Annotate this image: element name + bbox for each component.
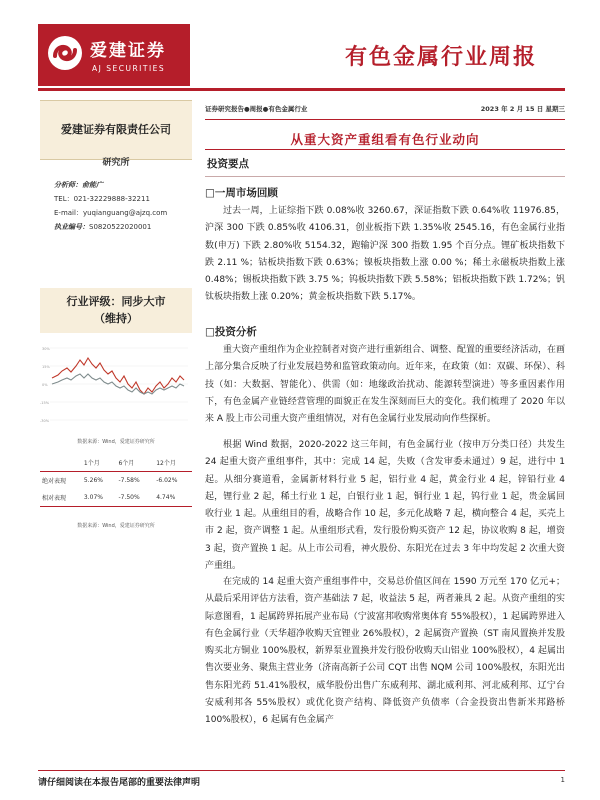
table-row [40, 472, 192, 490]
report-category: 证券研究报告●周报●有色金属行业 [205, 105, 308, 113]
table-header-cell: 1个月 [82, 456, 117, 472]
rating-line1: 行业评级：同步大市 [66, 295, 166, 308]
row-label: 相对表现 [40, 489, 82, 507]
research-dept: 研究所 [102, 158, 130, 168]
cert-number: S0820522020001 [89, 223, 152, 231]
industry-index-chart [40, 338, 192, 433]
investment-analysis-heading: □投资分析 [205, 326, 257, 338]
analyst-email[interactable]: E-mail：yuqianguang@ajzq.com [54, 209, 168, 217]
title-divider [205, 149, 565, 150]
table-cell: -7.50% [116, 489, 154, 507]
logo-chinese-name: 爱建证券 [90, 41, 166, 61]
table-header-row [40, 456, 192, 472]
analyst-tel: TEL：021-32229888-32211 [54, 195, 150, 203]
analyst-info [54, 180, 167, 233]
market-review-heading: □一周市场回顾 [205, 187, 278, 199]
key-points-heading: 投资要点 [207, 158, 249, 170]
table-header-cell: 12个月 [154, 456, 192, 472]
industry-rating [40, 288, 192, 333]
report-date: 2023 年 2 月 15 日 星期三 [480, 105, 565, 113]
report-header [38, 24, 565, 86]
key-points-divider [205, 176, 565, 177]
logo-emblem-icon [48, 36, 82, 70]
chart-source: 数据来源：Wind，爱建证券研究所 [77, 439, 155, 445]
table-header-cell: 6个月 [116, 456, 154, 472]
report-type-title: 有色金属行业周报 [344, 45, 537, 70]
svg-text:-30%: -30% [40, 419, 50, 423]
table-cell: 4.74% [154, 489, 192, 507]
analyst-label: 分析师： [54, 181, 82, 189]
table-header-cell [40, 456, 82, 472]
table-source: 数据来源：Wind，爱建证券研究所 [77, 523, 155, 529]
header-divider [38, 88, 565, 91]
row-label: 绝对表现 [42, 478, 67, 485]
legal-notice: 请仔细阅读在本报告尾部的重要法律声明 [38, 778, 201, 788]
page-number: 1 [560, 776, 565, 784]
footer-divider [38, 770, 565, 771]
market-review-text: 过去一周，上证综指下跌 0.08%收 3260.67，深证指数下跌 0.64%收 11976.85，沪深 300 下跌 0.85%收 4106.31，创业板指下跌 1.35%收 2545.16，有色金属行业指数(申万) 下跌 2.80%收 5154.32，跑输沪深 300 指数 1.95 个百分点。锂矿板块指数下跌 2.11 %；钴板块指数下跌 0.63%；镍板块指数上涨 0.00 %；稀土永磁板块指数上涨 0.48%；锡板块指数下跌 3.75 %；钨板块指数下跌 5.58%；铝板块指数下跌 1.72%；钒钛板块指数上涨 0.20%；黄金板块指数下跌 5.17%。 [205, 206, 565, 303]
analysis-paragraph-2: 根据 Wind 数据，2020-2022 这三年间，有色金属行业（按申万分类口径）共发生 24 起重大资产重组事件，其中：完成 14 起，失败（含发审委未通过）9 起，进行中 1 起。从细分赛道看，金属新材料行业 5 起，铝行业 4 起，黄金行业 4 起，锌铅行业 4 起，锂行业 2 起，稀土行业 1 起，白银行业 1 起，铜行业 1 起，钨行业 1 起，贵金属回收行业 1 起。从重组目的看，战略合作 10 起，多元化战略 7 起，横向整合 4 起，买壳上市 2 起，资产调整 1 起。从重组形式看，发行股份购买资产 12 起，协议收购 8 起，增资 3 起，资产置换 1 起。从上市公司看，神火股份、东阳光在过去 3 年中均发起 2 次重大资产重组。 [205, 440, 565, 572]
performance-table [40, 456, 192, 507]
logo-english-name: AJ SECURITIES [92, 64, 166, 73]
svg-text:-15%: -15% [40, 401, 50, 405]
table-cell: 3.07% [82, 489, 117, 507]
cert-label: 执业编号： [54, 223, 89, 231]
meta-divider [205, 119, 565, 120]
analyst-name: 俞能广 [82, 181, 103, 189]
analysis-paragraph-1: 重大资产重组作为企业控制者对资产进行重新组合、调整、配置的重要经济活动，在画上部分集合反映了行业发展趋势和监管政策动向。近年来，在政策（如：双碳、环保）、科技（如：大数据、智能化）、供需（如：地缘政治扰动、能源转型演进）等多重因素作用下，有色金属产业链经营管理的面貌正在发生深刻而巨大的变化。我们梳理了 2020 年以来 A 股上市公司重大资产重组情况，对有色金属行业发展动向作些探析。 [205, 345, 566, 425]
table-cell: 5.26% [83, 477, 103, 484]
svg-text:0%: 0% [42, 383, 48, 387]
rating-line2: （维持） [94, 312, 138, 325]
analysis-paragraph-3: 在完成的 14 起重大资产重组事件中，交易总价值区间在 1590 万元至 170 亿元+；从最后采用评估方法看，资产基础法 7 起，收益法 5 起，两者兼具 2 起。从资产重组的实际意图看，1 起属跨界拓展产业布局（宁波富邦收购常奥体育 55%股权），1 起属跨界进入有色金属行业（天华超净收购天宜锂业 26%股权），2 起属资产置换（ST 南风置换并发股购买北方铜业 100%股权，新界泵业置换并发行股份收购天山铝业 100%股权），4 起属出售次要业务、聚焦主营业务（济南高新子公司 CQT 出售 NQM 公司 100%股权，东阳光出售东阳光药 51.41%股权，威华股份出售广东威利邦、湖北威利邦、河北威利邦、辽宁台安威利邦各 55%股权）或优化资产结构、降低资产负债率（合金投资出售新米邦路桥 100%股权），6 起属有色金属产 [205, 577, 565, 726]
svg-text:30%: 30% [42, 347, 50, 351]
company-name: 爱建证券有限责任公司 [40, 100, 192, 160]
industry-index-line [52, 358, 184, 394]
table-cell: -6.02% [156, 477, 178, 484]
table-row [40, 489, 192, 507]
report-headline: 从重大资产重组看有色行业动向 [290, 132, 480, 147]
table-cell: -7.58% [118, 477, 140, 484]
svg-text:15%: 15% [42, 365, 50, 369]
company-logo [38, 24, 190, 86]
